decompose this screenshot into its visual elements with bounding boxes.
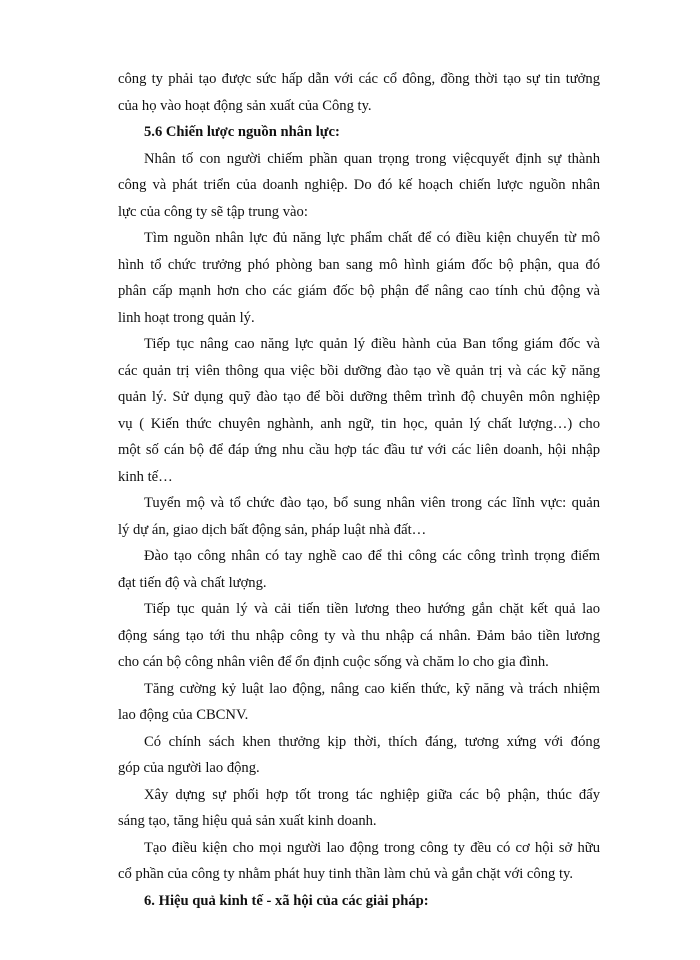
paragraph-rewards <box>118 729 600 782</box>
text-line: cổ phần của công ty nhằm phát huy tinh thần làm chủ và gắn chặt với công ty. <box>118 866 573 882</box>
text-line: đạt tiến độ và chất lượng. <box>118 574 267 591</box>
paragraph-share-ownership <box>118 835 600 888</box>
section-heading-5-6: 5.6 Chiến lược nguồn nhân lực: <box>144 124 340 140</box>
text-line: Xây dựng sự phối hợp tốt trong tác nghiệp giữa các bộ phận, thúc đẩy <box>144 786 600 803</box>
paragraph-salary <box>118 596 600 676</box>
text-line: sáng tạo, tăng hiệu quả sản xuất kinh doanh. <box>118 813 377 829</box>
text-line: quản lý. Sử dụng quỹ đào tạo để bồi dưỡng thêm trình độ chuyên môn nghiệp <box>118 389 600 405</box>
text-line: cho cán bộ công nhân viên để ổn định cuộc sống và chăm lo cho gia đình. <box>118 654 549 670</box>
text-line: của họ vào hoạt động sản xuất của Công ty. <box>118 97 372 114</box>
paragraph-hiring <box>118 490 600 543</box>
section-heading-6: 6. Hiệu quả kinh tế - xã hội của các giải pháp: <box>144 892 429 909</box>
text-line: công và phát triển của doanh nghiệp. Do đó kế hoạch chiến lược nguồn nhân <box>118 177 600 193</box>
text-line: phân cấp mạnh hơn cho các giám đốc bộ phận để nâng cao tính chủ động và <box>118 283 600 299</box>
text-line: Nhân tố con người chiếm phần quan trọng trong việcquyết định sự thành <box>144 150 600 167</box>
text-line: góp của người lao động. <box>118 760 260 776</box>
paragraph-intro <box>118 146 600 226</box>
text-line: vụ ( Kiến thức chuyên nghành, anh ngữ, tin học, quản lý chất lượng…) cho <box>118 415 600 432</box>
text-line: động sáng tạo tới thu nhập công ty và thu nhập cá nhân. Đảm bảo tiền lương <box>118 627 600 644</box>
paragraph-continuation <box>118 66 600 119</box>
text-line: Tăng cường kỷ luật lao động, nâng cao kiến thức, kỹ năng và trách nhiệm <box>144 680 600 697</box>
paragraph-coordination <box>118 782 600 835</box>
text-line: công ty phải tạo được sức hấp dẫn với các cổ đông, đồng thời tạo sự tin tưởng <box>118 71 600 87</box>
text-line: Tìm nguồn nhân lực đủ năng lực phẩm chất để có điều kiện chuyển từ mô <box>144 230 600 246</box>
text-line: Tiếp tục quản lý và cải tiến tiền lương theo hướng gắn chặt kết quả lao <box>144 601 600 617</box>
text-line: hình tổ chức trưởng phó phòng ban sang mô hình giám đốc bộ phận, qua đó <box>118 256 600 273</box>
text-line: Có chính sách khen thưởng kịp thời, thích đáng, tương xứng với đóng <box>144 733 600 750</box>
paragraph-recruitment <box>118 225 600 331</box>
text-line: Tạo điều kiện cho mọi người lao động trong công ty đều có cơ hội sở hữu <box>144 839 600 856</box>
text-line: các quản trị viên thông qua việc bồi dưỡng đào tạo về quản trị và các kỹ năng <box>118 362 600 379</box>
text-line: lao động của CBCNV. <box>118 707 249 723</box>
text-line: lý dự án, giao dịch bất động sản, pháp luật nhà đất… <box>118 521 427 538</box>
paragraph-management-training <box>118 331 600 490</box>
document-page <box>118 66 600 914</box>
text-line: kinh tế… <box>118 468 173 485</box>
text-line: Đào tạo công nhân có tay nghề cao để thi công các công trình trọng điểm <box>144 548 600 564</box>
paragraph-discipline <box>118 676 600 729</box>
text-line: một số cán bộ để đáp ứng nhu cầu hợp tác đầu tư với các liên doanh, hội nhập <box>118 442 600 458</box>
text-line: linh hoạt trong quản lý. <box>118 309 255 326</box>
text-line: lực của công ty sẽ tập trung vào: <box>118 203 308 220</box>
text-line: Tuyển mộ và tổ chức đào tạo, bổ sung nhân viên trong các lĩnh vực: quản <box>144 495 600 511</box>
paragraph-worker-training <box>118 543 600 596</box>
text-line: Tiếp tục nâng cao năng lực quản lý điều hành của Ban tổng giám đốc và <box>144 336 600 352</box>
